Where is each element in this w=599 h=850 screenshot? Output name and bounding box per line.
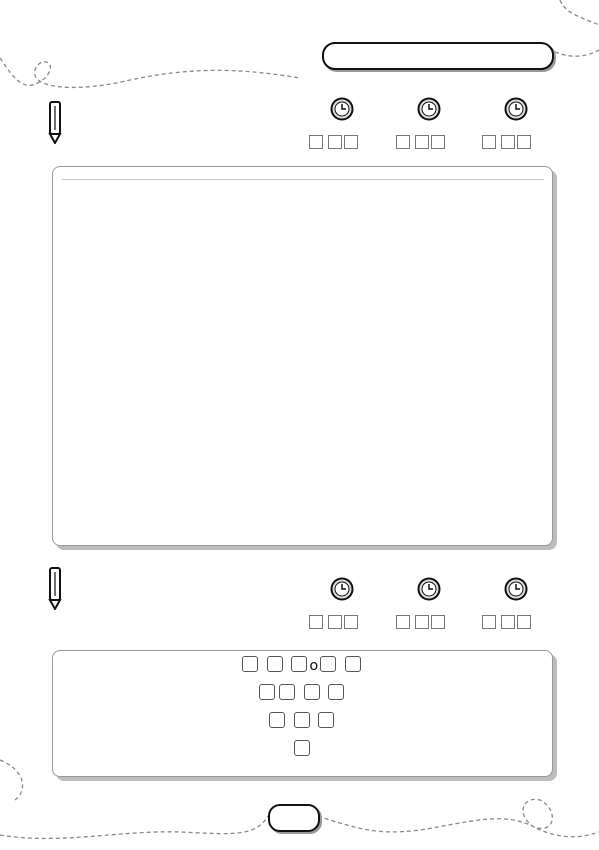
letter-blank[interactable] [294, 712, 310, 728]
letter-blank[interactable] [294, 740, 310, 756]
minutes-input[interactable] [396, 135, 410, 149]
letter-blank[interactable] [242, 656, 258, 672]
minutes-input[interactable] [309, 135, 323, 149]
clock-icon [417, 577, 441, 601]
pencil-icon [47, 566, 63, 610]
timer-1 [308, 135, 359, 149]
timer-2 [395, 135, 446, 149]
clock-icon [417, 97, 441, 121]
seconds-input[interactable] [501, 135, 515, 149]
letter-blank[interactable] [279, 684, 295, 700]
poem-line-1: о [52, 652, 551, 680]
letter-blank[interactable] [328, 684, 344, 700]
clock-icon [504, 577, 528, 601]
poem-line-3 [52, 708, 551, 736]
letter-blank[interactable] [304, 684, 320, 700]
letter-blank[interactable] [320, 656, 336, 672]
letter-blank[interactable] [291, 656, 307, 672]
page-number [268, 804, 320, 832]
seconds-input[interactable] [517, 615, 531, 629]
minutes-input[interactable] [482, 135, 496, 149]
seconds-input[interactable] [328, 135, 342, 149]
clock-icon [330, 97, 354, 121]
letter-blank[interactable] [318, 712, 334, 728]
minutes-input[interactable] [309, 615, 323, 629]
timer-5 [395, 615, 446, 629]
letter-blank[interactable] [269, 712, 285, 728]
poem-line-4 [52, 736, 551, 764]
seconds-input[interactable] [501, 615, 515, 629]
letter-grid [62, 179, 544, 180]
seconds-input[interactable] [344, 135, 358, 149]
section-subtitle-badge [322, 42, 554, 70]
timer-4 [308, 615, 359, 629]
letter-grid-panel [52, 166, 553, 546]
poem-line-2 [52, 680, 551, 708]
seconds-input[interactable] [431, 135, 445, 149]
letter-blank[interactable] [267, 656, 283, 672]
seconds-input[interactable] [415, 615, 429, 629]
timer-3 [481, 135, 532, 149]
letter-blank[interactable] [345, 656, 361, 672]
tongue-twister [52, 652, 551, 764]
letter-blank[interactable] [259, 684, 275, 700]
seconds-input[interactable] [415, 135, 429, 149]
seconds-input[interactable] [431, 615, 445, 629]
clock-icon [504, 97, 528, 121]
seconds-input[interactable] [517, 135, 531, 149]
seconds-input[interactable] [344, 615, 358, 629]
pencil-icon [47, 100, 63, 144]
clock-icon [330, 577, 354, 601]
seconds-input[interactable] [328, 615, 342, 629]
minutes-input[interactable] [482, 615, 496, 629]
minutes-input[interactable] [396, 615, 410, 629]
timer-6 [481, 615, 532, 629]
